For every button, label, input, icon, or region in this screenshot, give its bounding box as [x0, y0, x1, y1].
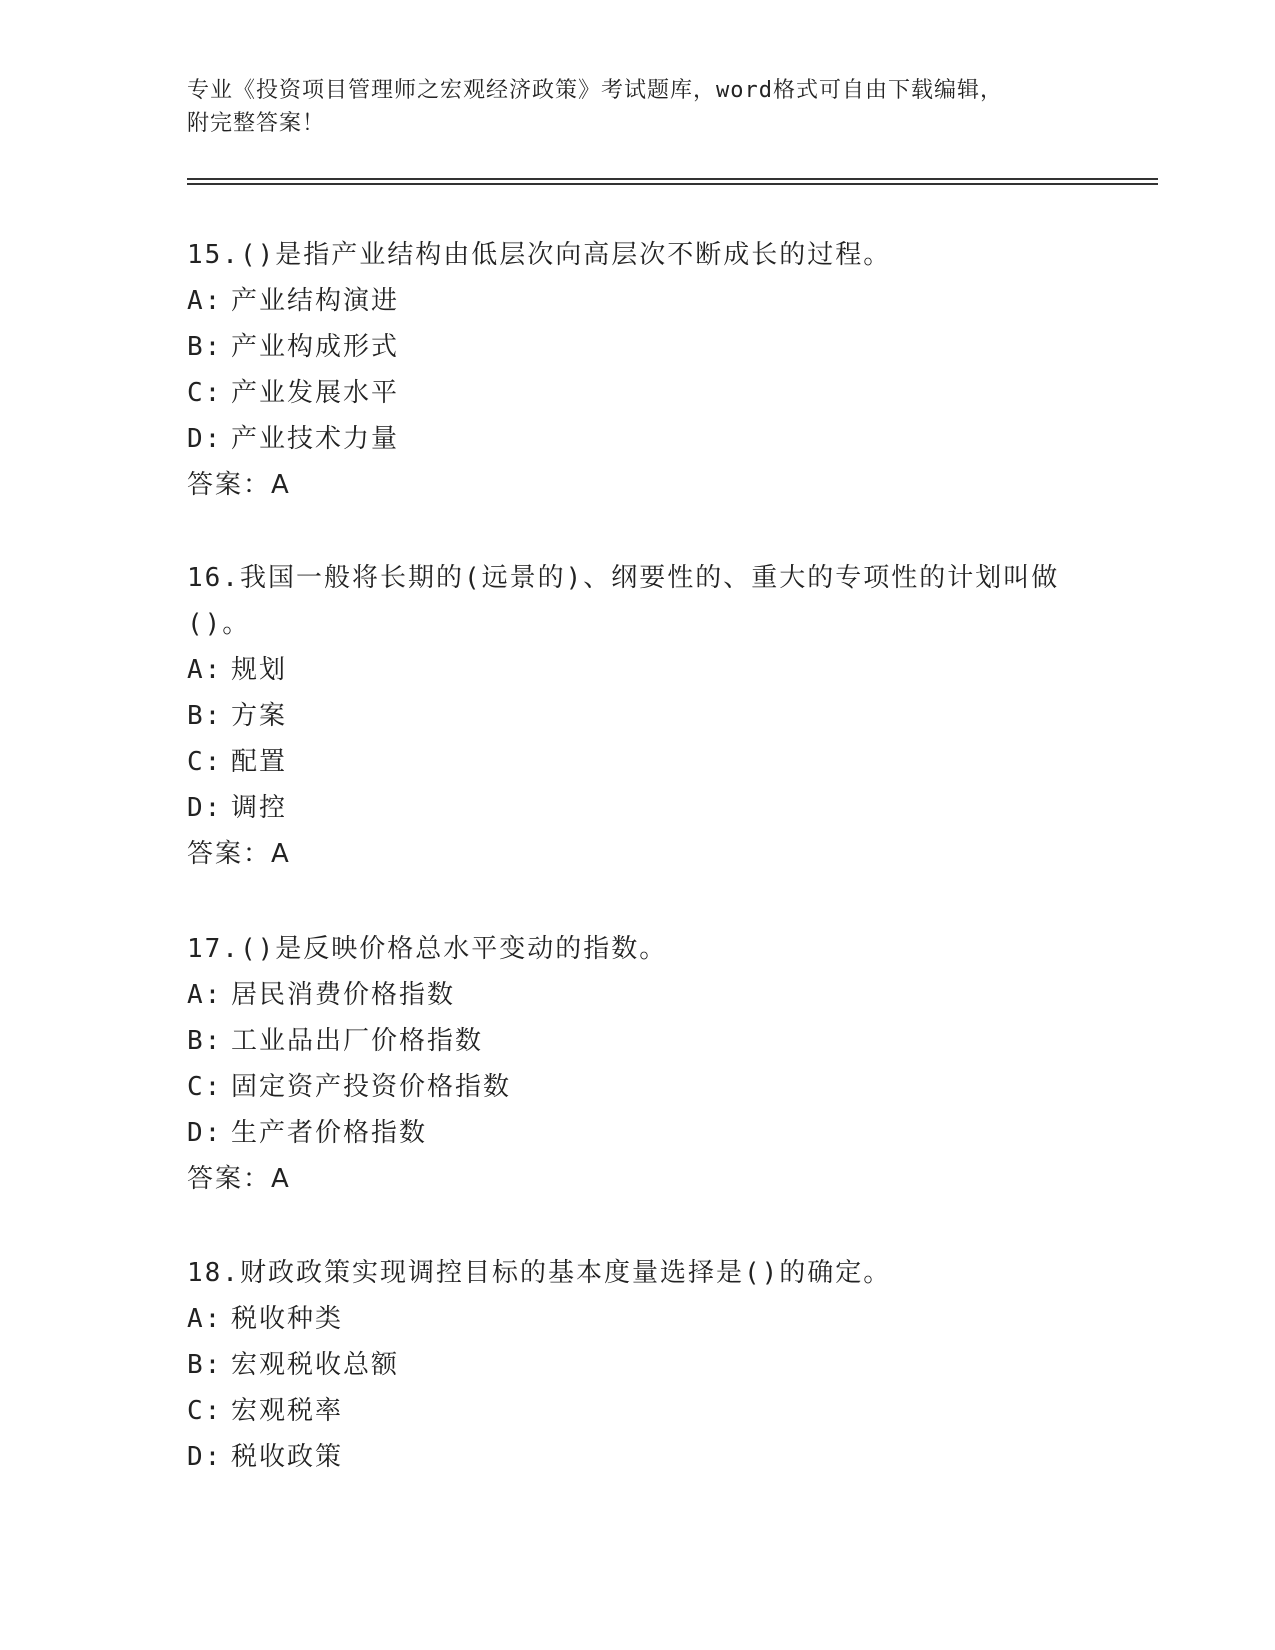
option-text: 产业技术力量	[231, 424, 400, 454]
option-text: 税收政策	[231, 1442, 344, 1472]
option-b	[187, 693, 1087, 739]
header-divider-top	[187, 178, 1158, 180]
document-header	[187, 74, 1087, 140]
option-text: 宏观税收总额	[231, 1350, 400, 1380]
option-letter: A:	[187, 655, 223, 685]
option-a	[187, 278, 1087, 324]
option-d	[187, 416, 1087, 462]
option-a	[187, 1296, 1087, 1342]
option-c	[187, 1064, 1087, 1110]
option-text: 产业发展水平	[231, 378, 400, 408]
option-letter: A:	[187, 286, 223, 316]
option-text: 生产者价格指数	[231, 1118, 428, 1148]
option-text: 产业结构演进	[231, 286, 400, 316]
option-text: 税收种类	[231, 1304, 344, 1334]
header-line-1: 专业《投资项目管理师之宏观经济政策》考试题库，word格式可自由下载编辑，	[187, 78, 1003, 103]
question-15	[187, 232, 1087, 508]
option-d	[187, 1434, 1087, 1480]
question-17	[187, 926, 1087, 1202]
option-letter: B:	[187, 1350, 223, 1380]
option-a	[187, 647, 1087, 693]
option-text: 方案	[231, 701, 288, 731]
header-divider-bottom	[187, 183, 1158, 185]
option-c	[187, 1388, 1087, 1434]
option-letter: C:	[187, 1072, 223, 1102]
option-letter: C:	[187, 378, 223, 408]
option-letter: D:	[187, 1118, 223, 1148]
option-d	[187, 785, 1087, 831]
option-letter: D:	[187, 1442, 223, 1472]
option-b	[187, 1018, 1087, 1064]
option-letter: D:	[187, 793, 223, 823]
option-c	[187, 739, 1087, 785]
option-letter: B:	[187, 701, 223, 731]
option-text: 居民消费价格指数	[231, 980, 456, 1010]
option-letter: A:	[187, 1304, 223, 1334]
question-stem: 15.()是指产业结构由低层次向高层次不断成长的过程。	[187, 240, 892, 270]
option-letter: B:	[187, 332, 223, 362]
option-c	[187, 370, 1087, 416]
option-text: 宏观税率	[231, 1396, 344, 1426]
option-letter: C:	[187, 1396, 223, 1426]
option-text: 调控	[231, 793, 288, 823]
answer-label: 答案：A	[187, 839, 291, 869]
header-line-2: 附完整答案！	[187, 111, 326, 136]
question-stem: 18.财政政策实现调控目标的基本度量选择是()的确定。	[187, 1258, 892, 1288]
option-text: 规划	[231, 655, 288, 685]
option-text: 固定资产投资价格指数	[231, 1072, 512, 1102]
answer-label: 答案：A	[187, 1164, 291, 1194]
option-b	[187, 324, 1087, 370]
question-stem-continued: ()。	[187, 609, 251, 639]
question-stem: 17.()是反映价格总水平变动的指数。	[187, 934, 668, 964]
option-text: 配置	[231, 747, 288, 777]
question-stem: 16.我国一般将长期的(远景的)、纲要性的、重大的专项性的计划叫做	[187, 563, 1060, 593]
question-16	[187, 555, 1087, 877]
option-a	[187, 972, 1087, 1018]
option-text: 工业品出厂价格指数	[231, 1026, 484, 1056]
option-letter: C:	[187, 747, 223, 777]
option-b	[187, 1342, 1087, 1388]
option-text: 产业构成形式	[231, 332, 400, 362]
option-letter: A:	[187, 980, 223, 1010]
answer-label: 答案：A	[187, 470, 291, 500]
option-letter: D:	[187, 424, 223, 454]
option-letter: B:	[187, 1026, 223, 1056]
option-d	[187, 1110, 1087, 1156]
question-18	[187, 1250, 1087, 1480]
